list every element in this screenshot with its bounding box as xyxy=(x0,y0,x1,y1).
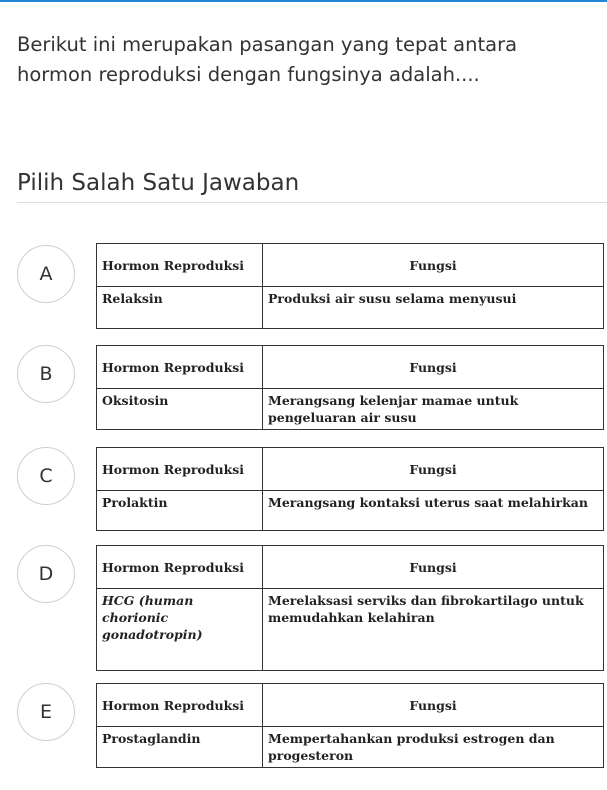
hormone-cell: Prolaktin xyxy=(97,491,263,531)
option-table xyxy=(96,345,604,430)
option-letter[interactable]: B xyxy=(17,345,75,403)
option-letter[interactable]: C xyxy=(17,447,75,505)
divider xyxy=(17,202,607,203)
function-cell: Merangsang kelenjar mamae untuk pengeluaran air susu xyxy=(263,389,604,430)
option-table xyxy=(96,243,604,329)
question-text: Berikut ini merupakan pasangan yang tepat antara hormon reproduksi dengan fungsinya adalah.... xyxy=(17,33,518,86)
header-function: Fungsi xyxy=(263,448,604,491)
hormone-cell: Relaksin xyxy=(97,287,263,329)
option-letter[interactable]: A xyxy=(17,245,75,303)
header-hormone: Hormon Reproduksi xyxy=(97,684,263,727)
option-table xyxy=(96,447,604,531)
header-function: Fungsi xyxy=(263,346,604,389)
header-hormone: Hormon Reproduksi xyxy=(97,346,263,389)
header-function: Fungsi xyxy=(263,546,604,589)
answer-prompt: Pilih Salah Satu Jawaban xyxy=(17,170,300,196)
header-function: Fungsi xyxy=(263,684,604,727)
option-table xyxy=(96,683,604,768)
function-cell: Merangsang kontaksi uterus saat melahirkan xyxy=(263,491,604,531)
hormone-cell: Oksitosin xyxy=(97,389,263,430)
option-letter[interactable]: E xyxy=(17,683,75,741)
function-cell: Produksi air susu selama menyusui xyxy=(263,287,604,329)
hormone-cell: Prostaglandin xyxy=(97,727,263,768)
header-hormone: Hormon Reproduksi xyxy=(97,546,263,589)
hormone-cell: HCG (human chorionic gonadotropin) xyxy=(97,589,263,671)
top-accent-line xyxy=(0,0,607,2)
option-table xyxy=(96,545,604,671)
function-cell: Mempertahankan produksi estrogen dan progesteron xyxy=(263,727,604,768)
option-letter[interactable]: D xyxy=(17,545,75,603)
header-hormone: Hormon Reproduksi xyxy=(97,448,263,491)
function-cell: Merelaksasi serviks dan fibrokartilago untuk memudahkan kelahiran xyxy=(263,589,604,671)
header-function: Fungsi xyxy=(263,244,604,287)
header-hormone: Hormon Reproduksi xyxy=(97,244,263,287)
